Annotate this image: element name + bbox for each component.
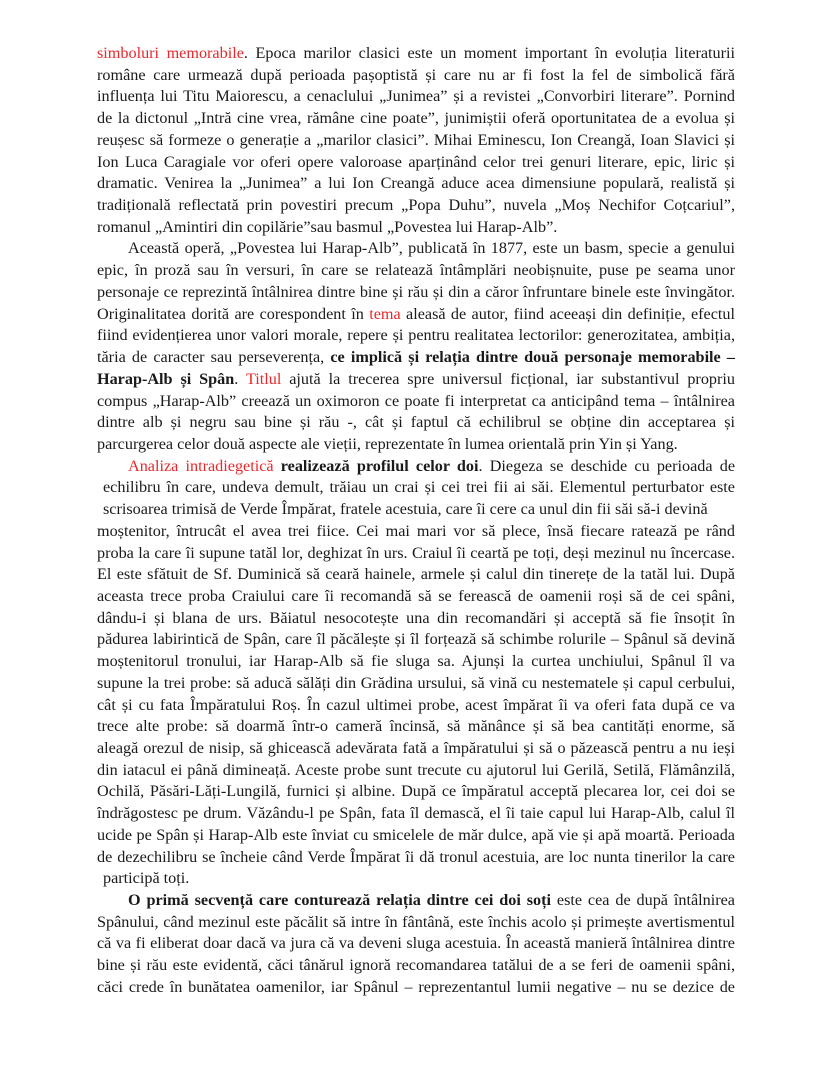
text-run: bine și rău este evidentă, căci tânărul ignoră recomandarea tatălui de a se feri de oamenii spâni, xyxy=(97,956,735,975)
text-line xyxy=(97,217,735,239)
text-line xyxy=(97,108,735,130)
text-line xyxy=(97,933,735,955)
text-run: Ion Luca Caragiale vor oferi opere valoroase aparținând celor trei genuri literare, epic, liric și xyxy=(97,152,735,171)
text-line xyxy=(97,716,735,738)
text-run: căci crede în bunătatea oamenilor, iar Spânul – reprezentantul lumii negative – nu se dezice de xyxy=(97,977,735,996)
bold-text: realizează profilul celor doi xyxy=(280,456,479,475)
text-line xyxy=(97,912,735,934)
text-line xyxy=(97,130,735,152)
text-line xyxy=(97,456,735,478)
text-run: personaje ce reprezintă întâlnirea dintre bine și rău și din a căror înfruntare binele este învingător. xyxy=(97,282,735,301)
text-run: scrisoarea trimisă de Verde Împărat, fratele acestuia, care îi cere ca unul din fii săi să-i devină xyxy=(103,500,708,519)
text-line xyxy=(97,304,735,326)
text-run: dramatic. Venirea la „Junimea” a lui Ion Creangă aduce acea dimensiune populară, realistă și xyxy=(97,174,735,193)
text-run: Originalitatea dorită are corespondent în xyxy=(97,304,370,323)
text-line xyxy=(97,238,735,260)
text-line xyxy=(97,391,735,413)
text-run: reușesc să formeze o generație a „marilor clasici”. Mihai Eminescu, Ion Creangă, Ioan Slavici și xyxy=(97,130,735,149)
text-line xyxy=(97,347,735,369)
text-run: influența lui Titu Maiorescu, a cenaclului „Junimea” și a revistei „Convorbiri literare”. Pornind xyxy=(97,87,735,106)
text-run: aleagă orezul de nisip, să ghicească adevărata fată a împăratului și să o păzească pentru a nu ieși xyxy=(97,739,735,757)
text-run: dintre alb și negru sau bine și rău -, cât și faptul că echilibrul se obține din acceptarea și xyxy=(97,413,735,432)
text-run: Ochilă, Păsări-Lăți-Lungilă, furnici și albine. După ce împăratul acceptă plecarea lor, cei doi se xyxy=(97,782,735,801)
text-line xyxy=(97,282,735,304)
text-run: trece alte probe: să doarmă într-o cameră încinsă, să mănânce și să bea cantități enorme, să xyxy=(97,717,735,736)
text-run xyxy=(274,457,281,475)
text-run: . xyxy=(234,369,246,388)
text-run: că va fi eliberat doar dacă va jura că va deveni sluga acestuia. În această manieră întâlnirea dintre xyxy=(97,934,735,953)
text-line xyxy=(97,890,735,912)
text-run: cât și cu fata Împăratului Roș. În cazul ultimei probe, acest împărat îi va oferi fata după ce va xyxy=(97,695,735,714)
text-run: române care urmează după perioada pașoptistă și care nu ar fi fost la fel de simbolică fără xyxy=(97,65,735,84)
text-line xyxy=(97,521,735,543)
document-page xyxy=(97,43,735,999)
text-run: El este sfătuit de Sf. Duminică să ceară hainele, armele și calul din tinerețe de la tatăl lui. După xyxy=(97,565,735,584)
bold-text: Harap-Alb și Spân xyxy=(97,369,235,388)
text-line xyxy=(97,43,735,65)
text-run: de dezechilibru se încheie când Verde Împărat îi dă tronul acestuia, are loc nunta tinerilor la care xyxy=(97,847,735,866)
paragraph xyxy=(97,43,735,238)
text-line xyxy=(97,152,735,174)
text-run: . Diegeza se deschide cu perioada de xyxy=(478,456,735,475)
text-line xyxy=(97,651,735,673)
text-run: de la dictonul „Intră cine vrea, rămâne cine poate”, junimiștii oferă oportunitatea de a evolua și xyxy=(97,109,735,128)
bold-text: O primă secvență care conturează relația dintre cei doi soți xyxy=(128,891,552,910)
text-line xyxy=(97,955,735,977)
text-line xyxy=(97,608,735,630)
text-run: echilibru în care, undeva demult, trăiau un crai și cei trei fii ai săi. Elementul perturbator este xyxy=(103,478,735,497)
text-run: tăria de caracter sau perseverența, xyxy=(97,348,331,367)
text-run: . Epoca marilor clasici este un moment important în evoluția literaturii xyxy=(243,44,735,62)
text-line xyxy=(97,781,735,803)
text-run: compus „Harap-Alb” creează un oximoron ce poate fi interpretat ca anticipând tema – întâlnirea xyxy=(97,391,735,410)
text-run: moștenitorul tronului, iar Harap-Alb să fie sluga sa. Ajunși la curtea unchiului, Spânul îl va xyxy=(97,652,735,671)
text-line xyxy=(97,847,735,869)
paragraph xyxy=(97,456,735,890)
text-run: fiind evidențierea unor valori morale, repere și pentru realitatea lectorilor: generozitatea, ambiția, xyxy=(97,326,735,345)
text-line xyxy=(97,434,735,456)
text-run: Această operă, „Povestea lui Harap-Alb”, publicată în 1877, este un basm, specie a genului xyxy=(128,239,735,258)
text-run: aleasă de autor, fiind aceeași din definiție, efectul xyxy=(400,304,735,323)
highlighted-term: tema xyxy=(369,304,401,323)
text-line xyxy=(97,369,735,391)
text-run: epic, în proză sau în versuri, în care se relatează întâmplări neobișnuite, puse pe seama unor xyxy=(97,261,735,280)
text-run: îndrăgostesc pe drum. Văzându-l pe Spân, fata îl demască, el îi taie capul lui Harap-Alb, calul îl xyxy=(97,804,735,823)
text-line xyxy=(97,86,735,108)
text-line xyxy=(97,543,735,565)
text-line xyxy=(97,629,735,651)
text-line xyxy=(97,477,735,499)
paragraph xyxy=(97,890,735,999)
text-run: este cea de după întâlnirea xyxy=(551,891,735,910)
text-line xyxy=(97,825,735,847)
text-line xyxy=(97,803,735,825)
text-line xyxy=(97,564,735,586)
text-run: supune la trei probe: să aducă sălăți din Grădina ursului, să vină cu nestematele și capul cerbului, xyxy=(97,673,735,692)
text-line xyxy=(97,977,735,999)
text-run: parcurgerea celor două aspecte ale vieții, reprezentate în lumea orientală prin Yin și Yang. xyxy=(97,434,678,453)
text-run: moștenitor, întrucât el avea trei fiice. Cei mai mari vor să plece, însă fiecare ratează pe rând xyxy=(97,521,735,540)
text-line xyxy=(97,173,735,195)
text-line xyxy=(97,868,735,890)
text-line xyxy=(97,586,735,608)
bold-text: ce implică și relația dintre două personaje memorabile – xyxy=(330,348,735,367)
text-line xyxy=(97,412,735,434)
text-run: participă toți. xyxy=(103,869,190,888)
text-line xyxy=(97,65,735,87)
text-run: aceasta trece proba Craiului care îi recomandă să se ferească de oamenii roși să de cei spâni, xyxy=(97,586,735,605)
text-run: tradițională reflectată prin povestiri precum „Popa Duhu”, nuvela „Moș Nechifor Coțcariul”, xyxy=(97,196,735,215)
text-run: din iatacul ei până dimineață. Aceste probe sunt trecute cu ajutorul lui Gerilă, Setilă, Flămânzilă, xyxy=(97,760,735,779)
text-line xyxy=(97,695,735,717)
text-run: proba la care îi supune tatăl lor, deghizat în urs. Craiul îi ceartă pe toți, deși mezinul nu încercase. xyxy=(97,543,735,562)
paragraph xyxy=(97,238,735,455)
text-line xyxy=(97,673,735,695)
text-run: Spânului, când mezinul este păcălit să intre în fântână, este închis acolo și primește avertismentul xyxy=(97,912,735,931)
text-run: dându-i și blana de urs. Băiatul nesocotește una din recomandări și acceptă să fie însoțit în xyxy=(97,608,735,627)
text-run: pădurea labirintică de Spân, care îl păcălește și îl forțează să schimbe rolurile – Spânul să devină xyxy=(97,630,735,649)
highlighted-term: simboluri memorabile xyxy=(97,44,244,62)
text-run: ajută la trecerea spre universul ficțional, iar substantivul propriu xyxy=(281,369,735,388)
text-line xyxy=(97,760,735,782)
text-line xyxy=(97,325,735,347)
text-line xyxy=(97,260,735,282)
text-line xyxy=(97,499,735,521)
highlighted-term: Analiza intradiegetică xyxy=(128,456,274,475)
text-line xyxy=(97,195,735,217)
text-run: romanul „Amintiri din copilărie”sau basmul „Povestea lui Harap-Alb”. xyxy=(97,217,558,236)
text-run: ucide pe Spân și Harap-Alb este înviat cu smicelele de măr dulce, apă vie și apă moartă. Perioada xyxy=(97,825,735,844)
text-line xyxy=(97,738,735,760)
highlighted-term: Titlul xyxy=(245,369,282,388)
